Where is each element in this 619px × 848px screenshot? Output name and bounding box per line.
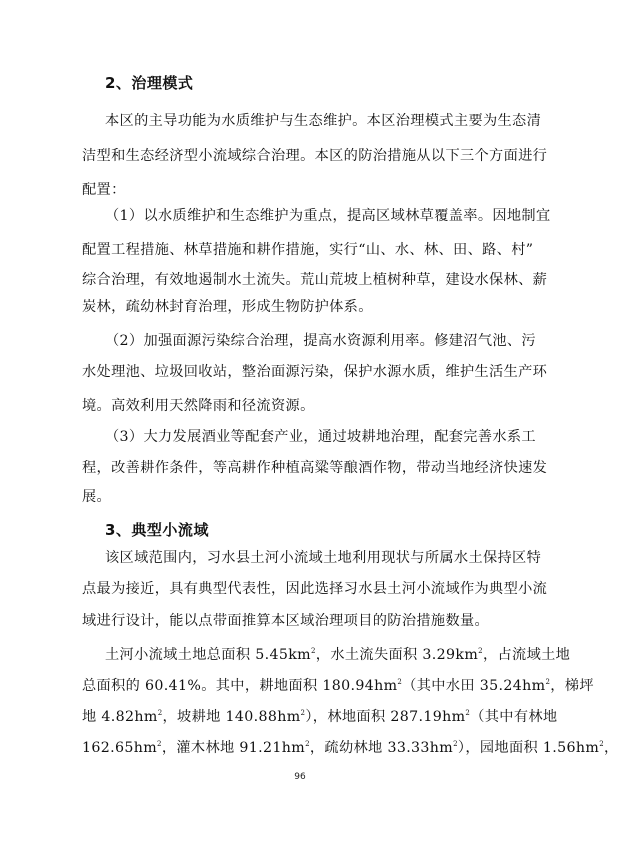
paragraph-line: 综合治理，有效地遏制水土流失。荒山荒坡上植树种草，建设水保林、薪	[82, 272, 548, 288]
section-heading-typical-watershed: 3、典型小流域	[105, 521, 209, 539]
paragraph-line: 配置：	[82, 182, 126, 198]
paragraph-line: 配置工程措施、林草措施和耕作措施，实行“山、水、林、田、路、村”	[82, 242, 534, 258]
paragraph-line: 该区域范围内，习水县土河小流域土地利用现状与所属水土保持区特	[105, 550, 542, 566]
paragraph-line: 点最为接近，具有典型代表性，因此选择习水县土河小流域作为典型小流	[82, 581, 548, 597]
paragraph-line: 炭林，疏幼林封育治理，形成生物防护体系。	[82, 299, 373, 315]
paragraph-line: 土河小流域土地总面积 $5.45km^2$，水土流失面积 $3.29km^2$，占流域土地	[105, 647, 571, 663]
paragraph-line: 地 $4.82hm^2$，坡耕地 $140.88hm^2$），林地面积 $287.19hm^2$（其中有林地	[82, 709, 558, 725]
paragraph-line: 展。	[82, 489, 112, 505]
paragraph-line: 洁型和生态经济型小流域综合治理。本区的防治措施从以下三个方面进行	[82, 148, 548, 164]
page-number: 96	[294, 772, 306, 782]
paragraph-line: $162.65hm^2$，灌木林地 $91.21hm^2$，疏幼林地 $33.33hm^2$），园地面积 $1.56hm^2$，	[82, 740, 619, 756]
paragraph-line: 境。高效利用天然降雨和径流资源。	[82, 398, 315, 414]
paragraph-line: 总面积的 60.41%。其中，耕地面积 $180.94hm^2$（其中水田 $35.24hm^2$，梯坪	[82, 678, 594, 694]
paragraph-line: 本区的主导功能为水质维护与生态维护。本区治理模式主要为生态清	[105, 113, 542, 129]
paragraph-line: 水处理池、垃圾回收站，整治面源污染，保护水源水质，维护生活生产环	[82, 364, 548, 380]
paragraph-line: 域进行设计，能以点带面推算本区域治理项目的防治措施数量。	[82, 613, 490, 629]
paragraph-line: （3）大力发展酒业等配套产业，通过坡耕地治理，配套完善水系工	[105, 429, 536, 445]
paragraph-line: （2）加强面源污染综合治理，提高水资源利用率。修建沼气池、污	[105, 333, 536, 349]
paragraph-line: 程，改善耕作条件，等高耕作种植高粱等酿酒作物，带动当地经济快速发	[82, 460, 548, 476]
section-heading-governance-model: 2、治理模式	[105, 74, 194, 92]
paragraph-line: （1）以水质维护和生态维护为重点，提高区域林草覆盖率。因地制宜	[105, 208, 551, 224]
